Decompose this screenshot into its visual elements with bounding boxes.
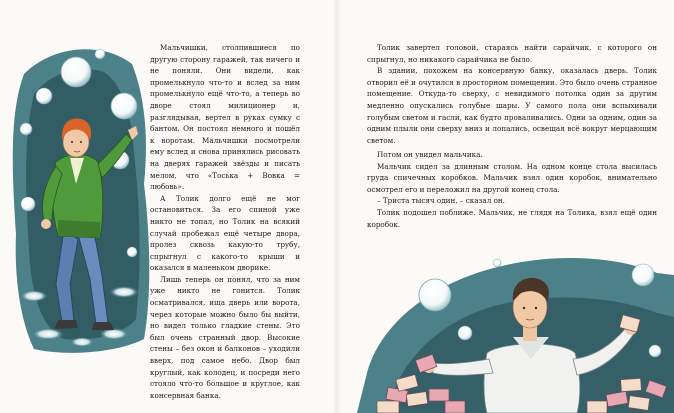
left-page-text [150,42,300,401]
paragraph: В здании, похожем на консервную банку, оказалась дверь. Толик отворил её и очутился в просторном помещении. Это было очень странное помещение. Откуда-то сверху, с невидимого потолка один за другим медленно опускались голубые шары. У самого пола они вспыхивали голубым светом и гасли, как будто проваливались. Одни за одним, один за одним плыли они сверху вниз и лопались, освещая всё вокруг мерцающим светом. [367,66,657,145]
paragraph: – Триста тысяч один, – сказал он. [377,196,505,206]
paragraph: Лишь теперь он понял, что за ним уже никто не гонится. Толик осматривался, ища дверь или ворота, через которые можно было бы выйти, но видел только гладкие стены. Это был очень странный двор. Высокие стены – без окон и балконов – уходили вверх, под самое небо. Двор был круглый, как колодец, и посреди него стояло что-то большое и круглое, как консервная банка. [150,274,300,400]
paragraph: А Толик долго ещё не мог остановиться. За его спиной уже никто не топал, но Толик на всякий случай пробежал ещё четыре двора, пролез сквозь какую-то трубу, спрыгнул с какого-то крыши и оказался в маленьком дворике. [150,193,300,273]
right-page [337,0,674,413]
illustration-running-boy [4,34,154,364]
paragraph: Толик подошел поближе. Мальчик, не глядя на Толика, взял ещё один коробок. [367,207,657,229]
right-page-text-bottom [367,149,657,230]
paragraph: Мальчик сидел за длинным столом. На одном конце стола высилась груда спичечных коробков. Мальчик взял один коробок, внимательно осмотрел его и переложил на другой конец стола. [367,161,657,194]
paragraph: Толик завертел головой, стараясь найти сарайчик, с которого он спрыгнул, но никакого сарайчика не было. [367,43,657,64]
illustration-boy-with-matchboxes [337,233,674,413]
paragraph: Потом он увидел мальчика. [377,150,483,159]
paragraph: Мальчишки, столпившиеся по другую сторону гаражей, так ничего и не поняли. Они видели, как промелькнуло что-то и вслед за ним промелькнуло ещё что-то, а теперь во дворе стоял милиционер и, разглядывая, вертел в руках сумку с бантом. Он постоял немного и пошёл к воротам. Мальчишки посмотрели ему вслед и снова принялись рисовать на дверях гаражей звёзды и писать мелом, что «Тоська + Вовка = любовь». [150,43,300,192]
right-page-text-top [367,42,657,146]
